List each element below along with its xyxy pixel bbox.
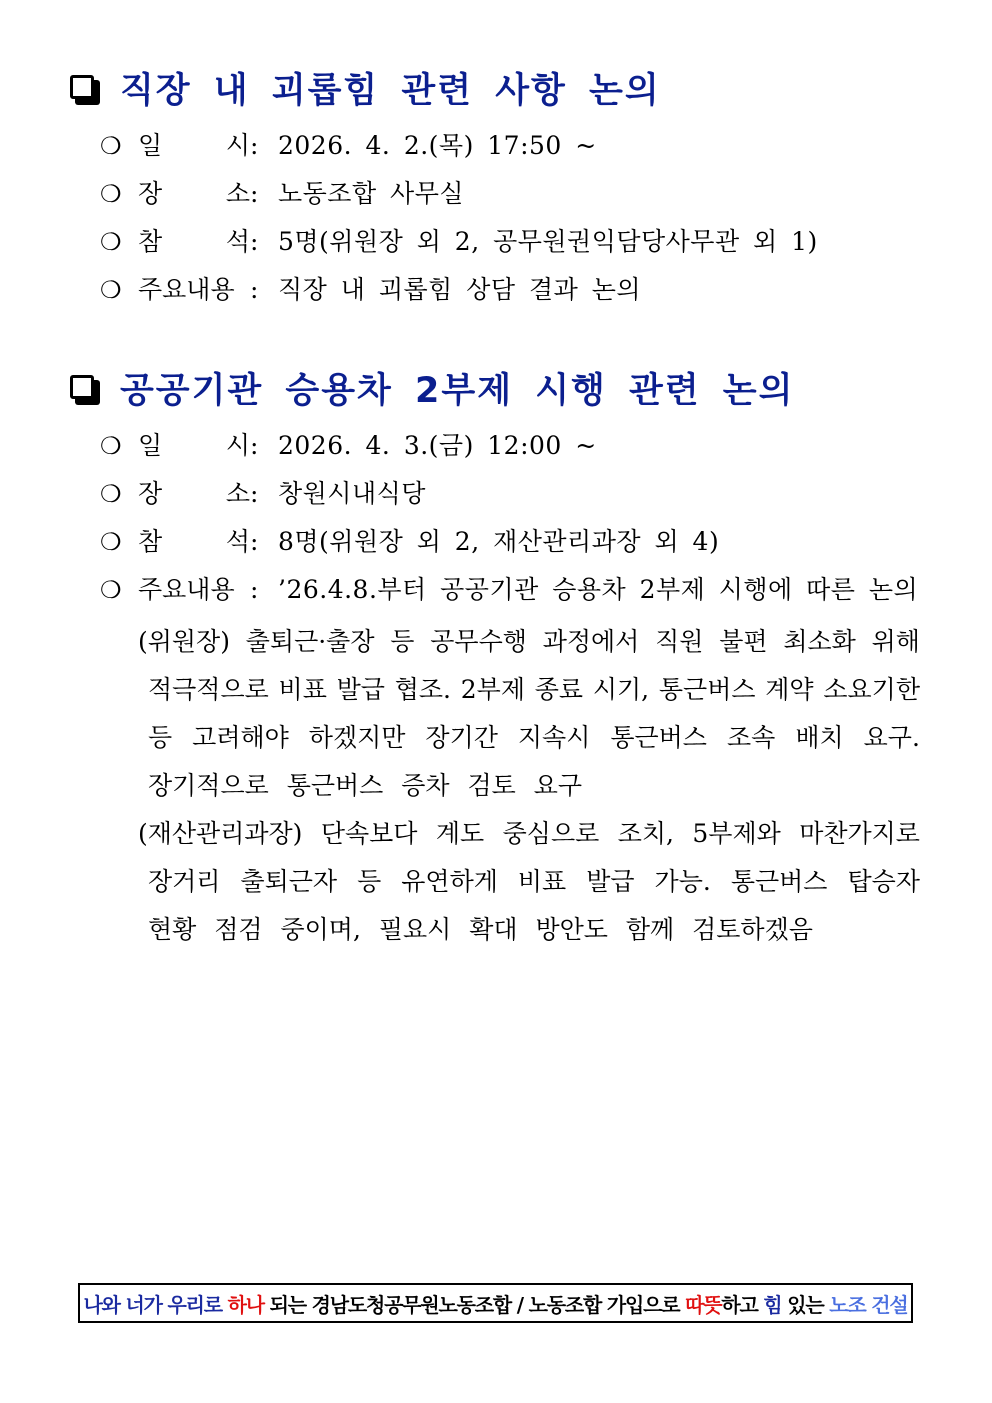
circle-bullet-icon: ❍ bbox=[100, 432, 122, 460]
item-colon: : bbox=[250, 275, 259, 304]
item-colon: : bbox=[250, 227, 259, 256]
list-item bbox=[70, 126, 950, 174]
circle-bullet-icon: ❍ bbox=[100, 228, 122, 256]
remark-line: 현황 점검 중이며, 필요시 확대 방안도 함께 검토하겠음 bbox=[148, 915, 813, 944]
remark-word: 통근버스 bbox=[658, 675, 756, 704]
item-label bbox=[138, 570, 250, 606]
item-label-part: 시 bbox=[225, 431, 250, 460]
remark-word: 발급 bbox=[586, 867, 635, 896]
item-colon: : bbox=[250, 131, 259, 160]
checkbox-icon bbox=[70, 373, 100, 403]
remark-word: 마찬가지로 bbox=[799, 819, 920, 848]
item-label-part: 소 bbox=[225, 179, 250, 208]
remark-line bbox=[138, 858, 920, 906]
item-value: 2026. 4. 3.(금) 12:00 ~ bbox=[278, 431, 597, 460]
remark-word: 협조. bbox=[394, 675, 451, 704]
item-label bbox=[138, 126, 250, 162]
remark-word: 계도 bbox=[435, 819, 485, 848]
footer-text-segment: 따뜻 bbox=[685, 1292, 722, 1317]
remark-word: 유연하게 bbox=[401, 867, 498, 896]
remark-word: 소요기한 bbox=[823, 675, 920, 704]
circle-bullet-icon: ❍ bbox=[100, 480, 122, 508]
item-label-part: 주요내용 bbox=[138, 275, 235, 304]
remark-word: 시기, bbox=[592, 675, 650, 704]
remark-paragraph bbox=[138, 618, 920, 810]
item-label bbox=[138, 222, 250, 258]
circle-bullet-icon: ❍ bbox=[100, 132, 122, 160]
remark-word: 등 bbox=[390, 627, 415, 656]
section-title: 직장 내 괴롭힘 관련 사항 논의 bbox=[120, 71, 661, 111]
remark-word: 비표 bbox=[278, 675, 327, 704]
list-item bbox=[70, 222, 950, 270]
item-list bbox=[70, 426, 950, 618]
remark-line: 장기적으로 통근버스 증차 검토 요구 bbox=[148, 771, 583, 800]
item-label bbox=[138, 474, 250, 510]
remark-word: 통근버스 bbox=[610, 723, 707, 752]
remark-word: 위해 bbox=[871, 627, 920, 656]
remark-word: 공무수행 bbox=[430, 627, 527, 656]
remark-word: 등 bbox=[357, 867, 382, 896]
item-value: 2026. 4. 2.(목) 17:50 ~ bbox=[278, 131, 597, 160]
remark-word: 적극적으로 bbox=[148, 675, 269, 704]
item-value: 직장 내 괴롭힘 상담 결과 논의 bbox=[278, 275, 642, 304]
checkbox-icon bbox=[70, 73, 100, 103]
remark-word: 중심으로 bbox=[502, 819, 600, 848]
item-colon: : bbox=[250, 479, 259, 508]
remark-word: 출퇴근자 bbox=[240, 867, 338, 896]
remark-word: 장기간 bbox=[425, 723, 498, 752]
remark-word: 하겠지만 bbox=[308, 723, 406, 752]
item-colon: : bbox=[250, 431, 259, 460]
remark-word: 계약 bbox=[765, 675, 814, 704]
item-label-part: 일 bbox=[138, 131, 163, 160]
item-label-part: 장 bbox=[138, 479, 163, 508]
circle-bullet-icon: ❍ bbox=[100, 576, 122, 604]
circle-bullet-icon: ❍ bbox=[100, 180, 122, 208]
list-item bbox=[70, 270, 950, 318]
remark-line bbox=[138, 618, 920, 666]
item-label bbox=[138, 270, 250, 306]
remark-word: (위원장) bbox=[138, 627, 230, 656]
remark-word: 통근버스 bbox=[730, 867, 828, 896]
footer-banner bbox=[78, 1283, 913, 1323]
item-colon: : bbox=[250, 179, 259, 208]
list-item bbox=[70, 426, 950, 474]
footer-text-segment: 있는 bbox=[781, 1292, 830, 1317]
remark-word: 지속시 bbox=[517, 723, 591, 752]
list-item bbox=[70, 174, 950, 222]
remark-word: 단속보다 bbox=[320, 819, 418, 848]
remark-line bbox=[138, 666, 920, 714]
remark-word: 불편 bbox=[719, 627, 768, 656]
item-value: ’26.4.8.부터 공공기관 승용차 2부제 시행에 따른 논의 bbox=[278, 575, 919, 604]
remark-word: 장거리 bbox=[148, 867, 221, 896]
section-workplace-harassment bbox=[70, 62, 950, 318]
remark-line bbox=[138, 714, 920, 762]
list-item bbox=[70, 570, 950, 618]
remark-word: 고려해야 bbox=[192, 723, 289, 752]
remark-line bbox=[138, 810, 920, 858]
remark-word: 비표 bbox=[517, 867, 567, 896]
item-label-part: 참 bbox=[138, 227, 163, 256]
item-label-part: 주요내용 bbox=[138, 575, 235, 604]
remark-word: 탑승자 bbox=[847, 867, 920, 896]
item-list bbox=[70, 126, 950, 318]
remark-word: 배치 bbox=[795, 723, 844, 752]
circle-bullet-icon: ❍ bbox=[100, 276, 122, 304]
item-label-part: 석 bbox=[225, 227, 250, 256]
item-label-part: 참 bbox=[138, 527, 163, 556]
item-label-part: 소 bbox=[225, 479, 250, 508]
item-label-part: 석 bbox=[225, 527, 250, 556]
remark-word: 등 bbox=[148, 723, 173, 752]
item-label bbox=[138, 174, 250, 210]
item-colon: : bbox=[250, 575, 259, 604]
remark-paragraph bbox=[138, 810, 920, 954]
circle-bullet-icon: ❍ bbox=[100, 528, 122, 556]
remarks bbox=[138, 618, 920, 954]
remark-word: 조속 bbox=[726, 723, 776, 752]
item-label bbox=[138, 522, 250, 558]
remark-word: 발급 bbox=[336, 675, 385, 704]
remark-word: 출퇴근·출장 bbox=[245, 627, 375, 656]
remark-word: 과정에서 bbox=[542, 627, 640, 656]
item-label-part: 장 bbox=[138, 179, 163, 208]
item-value: 5명(위원장 외 2, 공무원권익담당사무관 외 1) bbox=[278, 227, 818, 256]
section-title: 공공기관 승용차 2부제 시행 관련 논의 bbox=[120, 371, 795, 411]
item-value: 8명(위원장 외 2, 재산관리과장 외 4) bbox=[278, 527, 720, 556]
footer-text-segment: 힘 bbox=[763, 1292, 782, 1317]
list-item bbox=[70, 522, 950, 570]
list-item bbox=[70, 474, 950, 522]
footer-text-segment: 하나 bbox=[227, 1292, 264, 1317]
remark-word: 5부제와 bbox=[692, 819, 781, 848]
remark-word: 2부제 bbox=[460, 675, 525, 704]
remark-word: 종료 bbox=[534, 675, 584, 704]
section-heading bbox=[70, 362, 950, 414]
item-label-part: 시 bbox=[225, 131, 250, 160]
item-colon: : bbox=[250, 527, 259, 556]
remark-word: 가능. bbox=[654, 867, 711, 896]
item-label bbox=[138, 426, 250, 462]
remark-word: 최소화 bbox=[783, 627, 856, 656]
item-label-part: 일 bbox=[138, 431, 163, 460]
footer-text-segment: 나와 너가 우리로 bbox=[83, 1292, 228, 1317]
remark-word: 요구. bbox=[863, 723, 920, 752]
item-value: 노동조합 사무실 bbox=[278, 179, 464, 208]
remark-word: (재산관리과장) bbox=[138, 819, 303, 848]
remark-word: 직원 bbox=[655, 627, 704, 656]
footer-text-segment: 하고 bbox=[721, 1292, 764, 1317]
footer-text-segment: 되는 경남도청공무원노동조합 / 노동조합 가입으로 bbox=[263, 1292, 686, 1317]
footer-text-segment: 노조 건설 bbox=[829, 1292, 908, 1317]
section-heading bbox=[70, 62, 950, 114]
item-value: 창원시내식당 bbox=[278, 479, 426, 508]
section-car-rotation bbox=[70, 362, 950, 954]
remark-word: 조치, bbox=[617, 819, 674, 848]
